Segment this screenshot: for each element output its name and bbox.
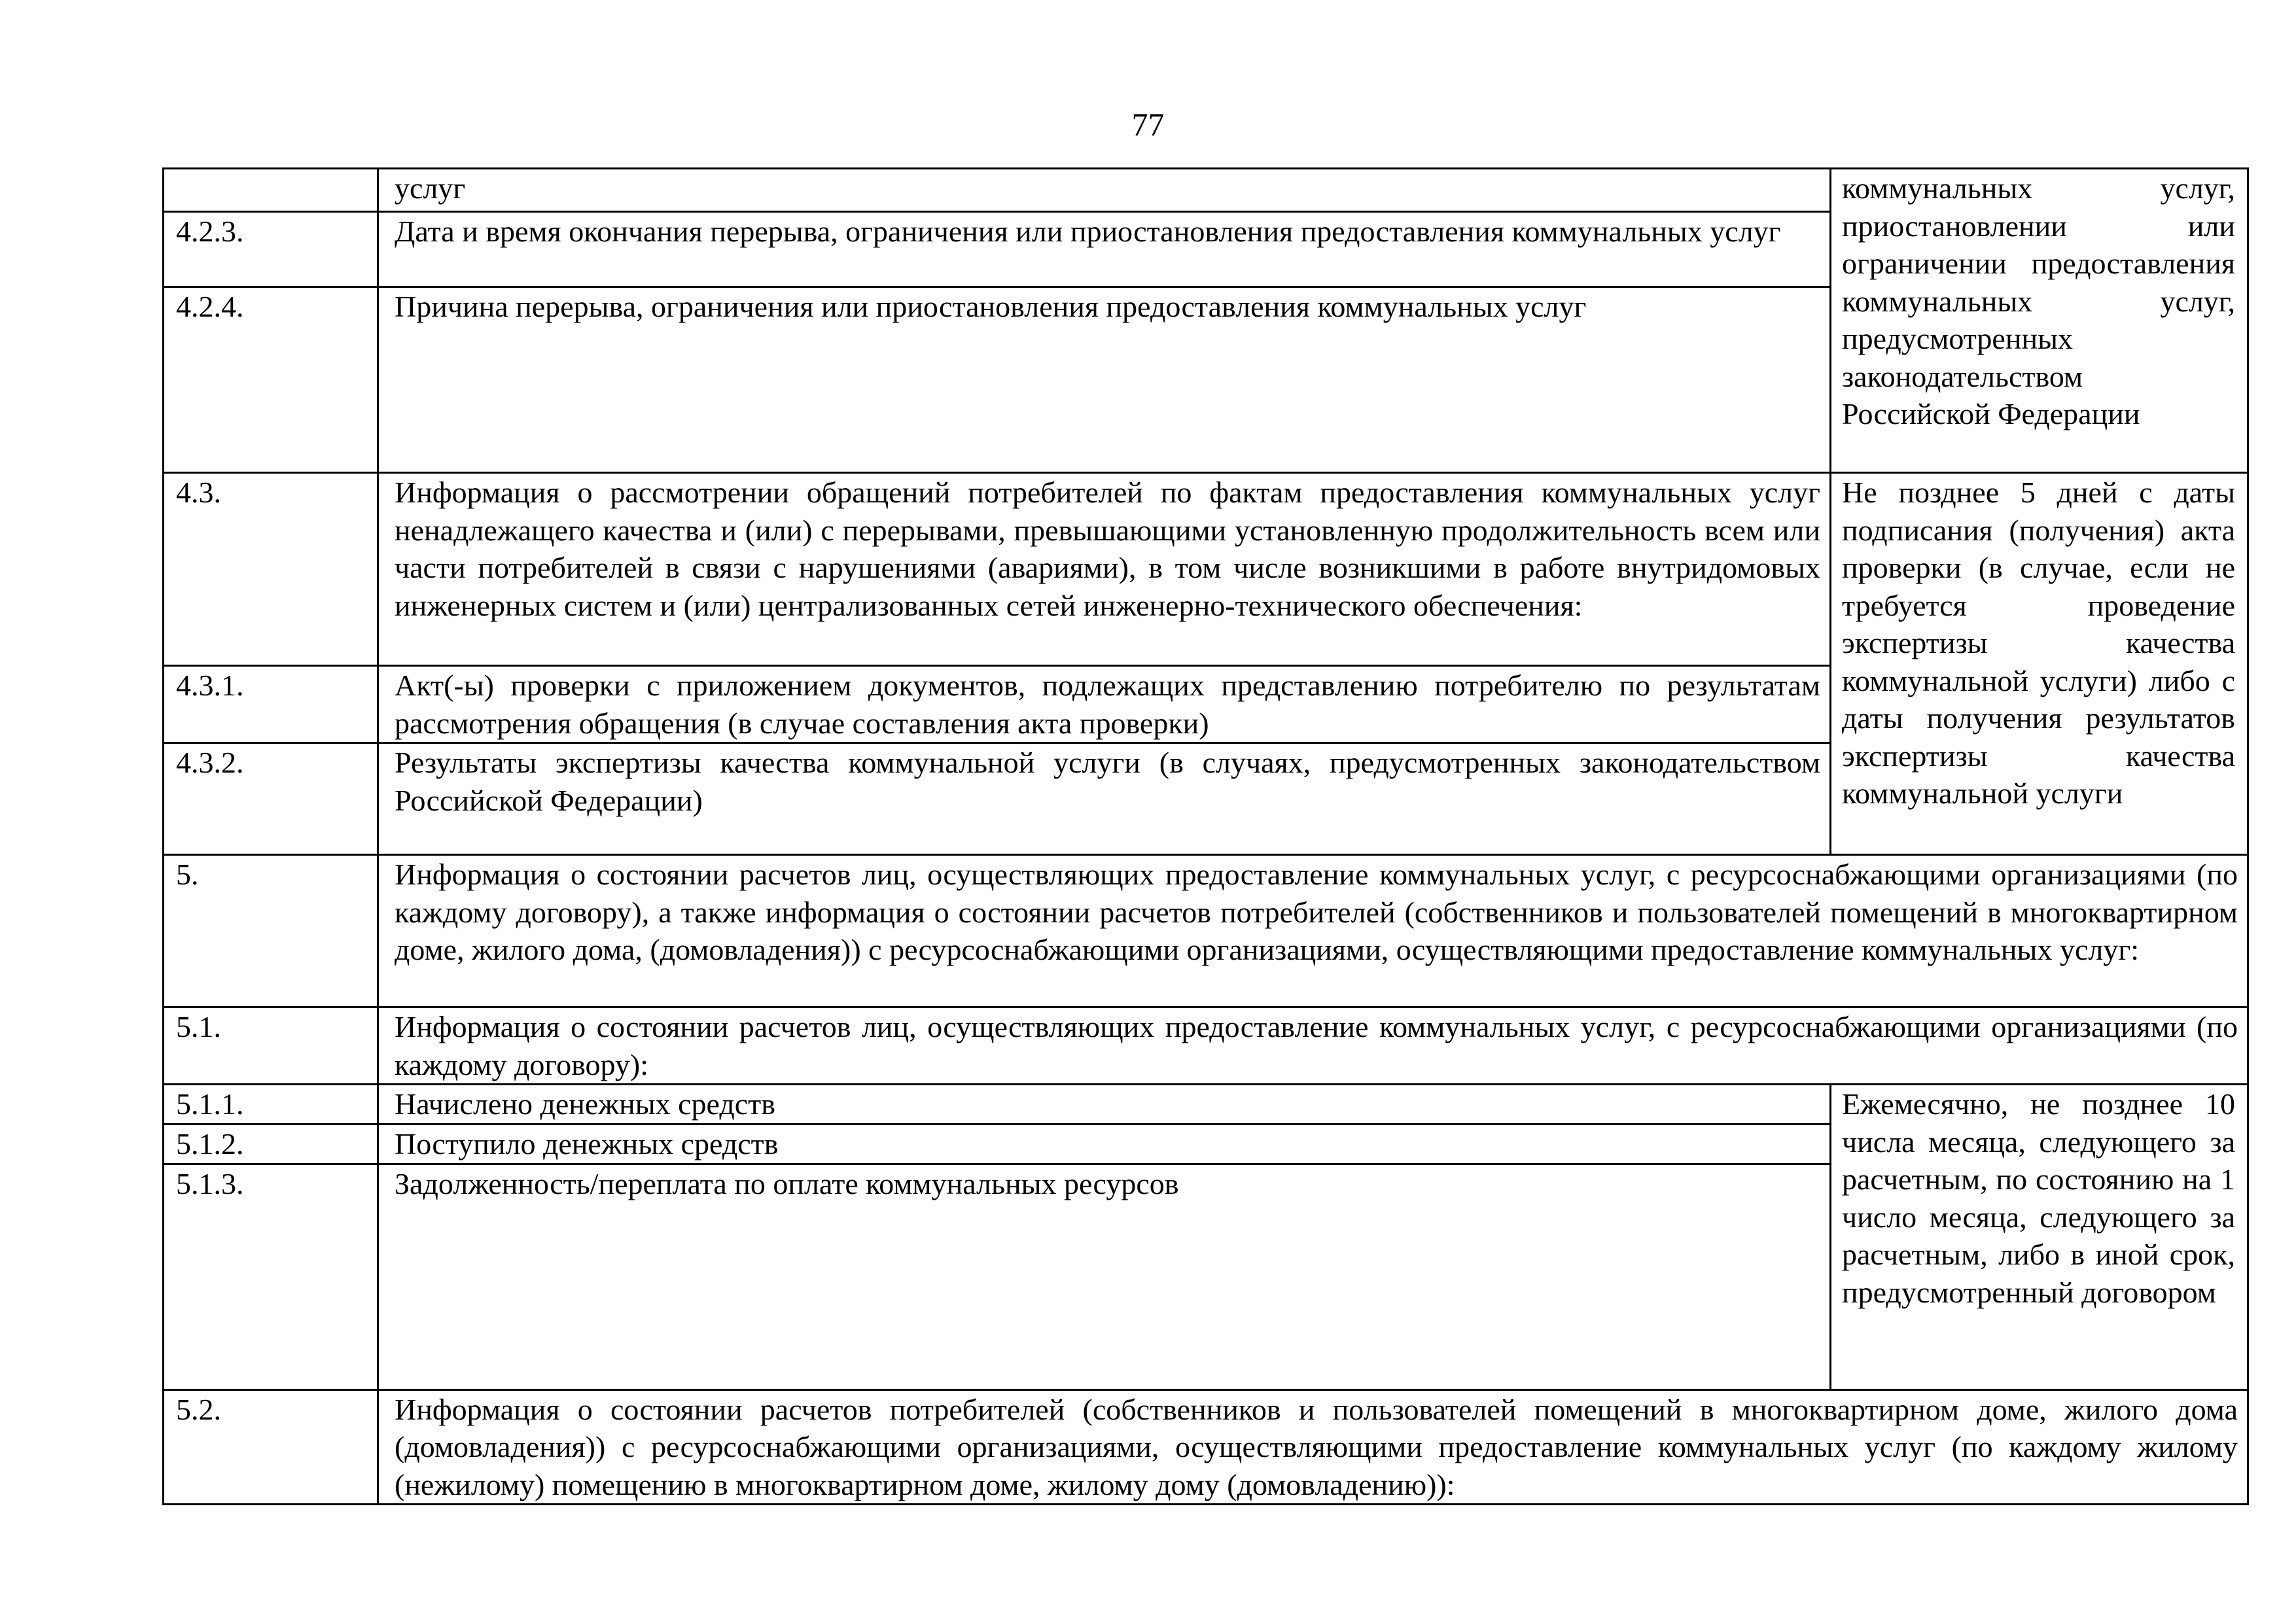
deadline-cell: Не позднее 5 дней с даты подписания (получения) акта проверки (в случае, если не требуется проведение экспертизы качества коммунальной услуги) либо с даты получения результатов экспертизы качества коммунальной услуги <box>1831 473 2248 855</box>
row-number: 4.2.4. <box>164 287 378 473</box>
row-description: услуг <box>378 169 1831 212</box>
row-number <box>164 169 378 212</box>
row-number: 5.2. <box>164 1389 378 1505</box>
row-description: Начислено денежных средств <box>378 1085 1831 1125</box>
row-number: 5.1.2. <box>164 1125 378 1164</box>
row-description: Акт(-ы) проверки с приложением документов, подлежащих представлению потребителю по результатам рассмотрения обращения (в случае составления акта проверки) <box>378 666 1831 743</box>
table-row <box>164 1007 2248 1085</box>
row-number: 4.2.3. <box>164 212 378 287</box>
table-row <box>164 473 2248 666</box>
table-row <box>164 855 2248 1007</box>
row-number: 4.3.2. <box>164 743 378 855</box>
row-description: Задолженность/переплата по оплате коммунальных ресурсов <box>378 1164 1831 1389</box>
row-description: Причина перерыва, ограничения или приостановления предоставления коммунальных услуг <box>378 287 1831 473</box>
row-description: Дата и время окончания перерыва, ограничения или приостановления предоставления коммунальных услуг <box>378 212 1831 287</box>
row-description: Информация о состоянии расчетов лиц, осуществляющих предоставление коммунальных услуг, с ресурсоснабжающими организациями (по каждому договору): <box>378 1007 2248 1085</box>
table-row <box>164 169 2248 212</box>
deadline-cell: коммунальных услуг, приостановлении или ограничении предоставления коммунальных услуг, предусмотренных законодательством Российской Федерации <box>1831 169 2248 473</box>
deadline-cell: Ежемесячно, не позднее 10 числа месяца, следующего за расчетным, по состоянию на 1 число месяца, следующего за расчетным, либо в иной срок, предусмотренный договором <box>1831 1085 2248 1390</box>
row-number: 4.3. <box>164 473 378 666</box>
row-description: Результаты экспертизы качества коммунальной услуги (в случаях, предусмотренных законодательством Российской Федерации) <box>378 743 1831 855</box>
row-description: Информация о состоянии расчетов потребителей (собственников и пользователей помещений в многоквартирном доме, жилого дома (домовладения)) с ресурсоснабжающими организациями, осуществляющими предоставление коммунальных услуг (по каждому жилому (нежилому) помещению в многоквартирном доме, жилому дому (домовладению)): <box>378 1389 2248 1505</box>
page-number: 77 <box>1131 106 1165 143</box>
row-number: 5.1.3. <box>164 1164 378 1389</box>
row-description: Информация о состоянии расчетов лиц, осуществляющих предоставление коммунальных услуг, с ресурсоснабжающими организациями (по каждому договору), а также информация о состоянии расчетов потребителей (собственников и пользователей помещений в многоквартирном доме, жилого дома, (домовладения)) с ресурсоснабжающими организациями, осуществляющими предоставление коммунальных услуг: <box>378 855 2248 1007</box>
row-number: 4.3.1. <box>164 666 378 743</box>
table-row <box>164 1389 2248 1505</box>
row-number: 5.1. <box>164 1007 378 1085</box>
table-row <box>164 1085 2248 1125</box>
row-number: 5.1.1. <box>164 1085 378 1125</box>
row-description: Информация о рассмотрении обращений потребителей по фактам предоставления коммунальных услуг ненадлежащего качества и (или) с перерывами, превышающими установленную продолжительность всем или части потребителей в связи с нарушениями (авариями), в том числе возникшими в работе внутридомовых инженерных систем и (или) централизованных сетей инженерно-технического обеспечения: <box>378 473 1831 666</box>
requirements-table <box>162 167 2249 1505</box>
row-number: 5. <box>164 855 378 1007</box>
row-description: Поступило денежных средств <box>378 1125 1831 1164</box>
